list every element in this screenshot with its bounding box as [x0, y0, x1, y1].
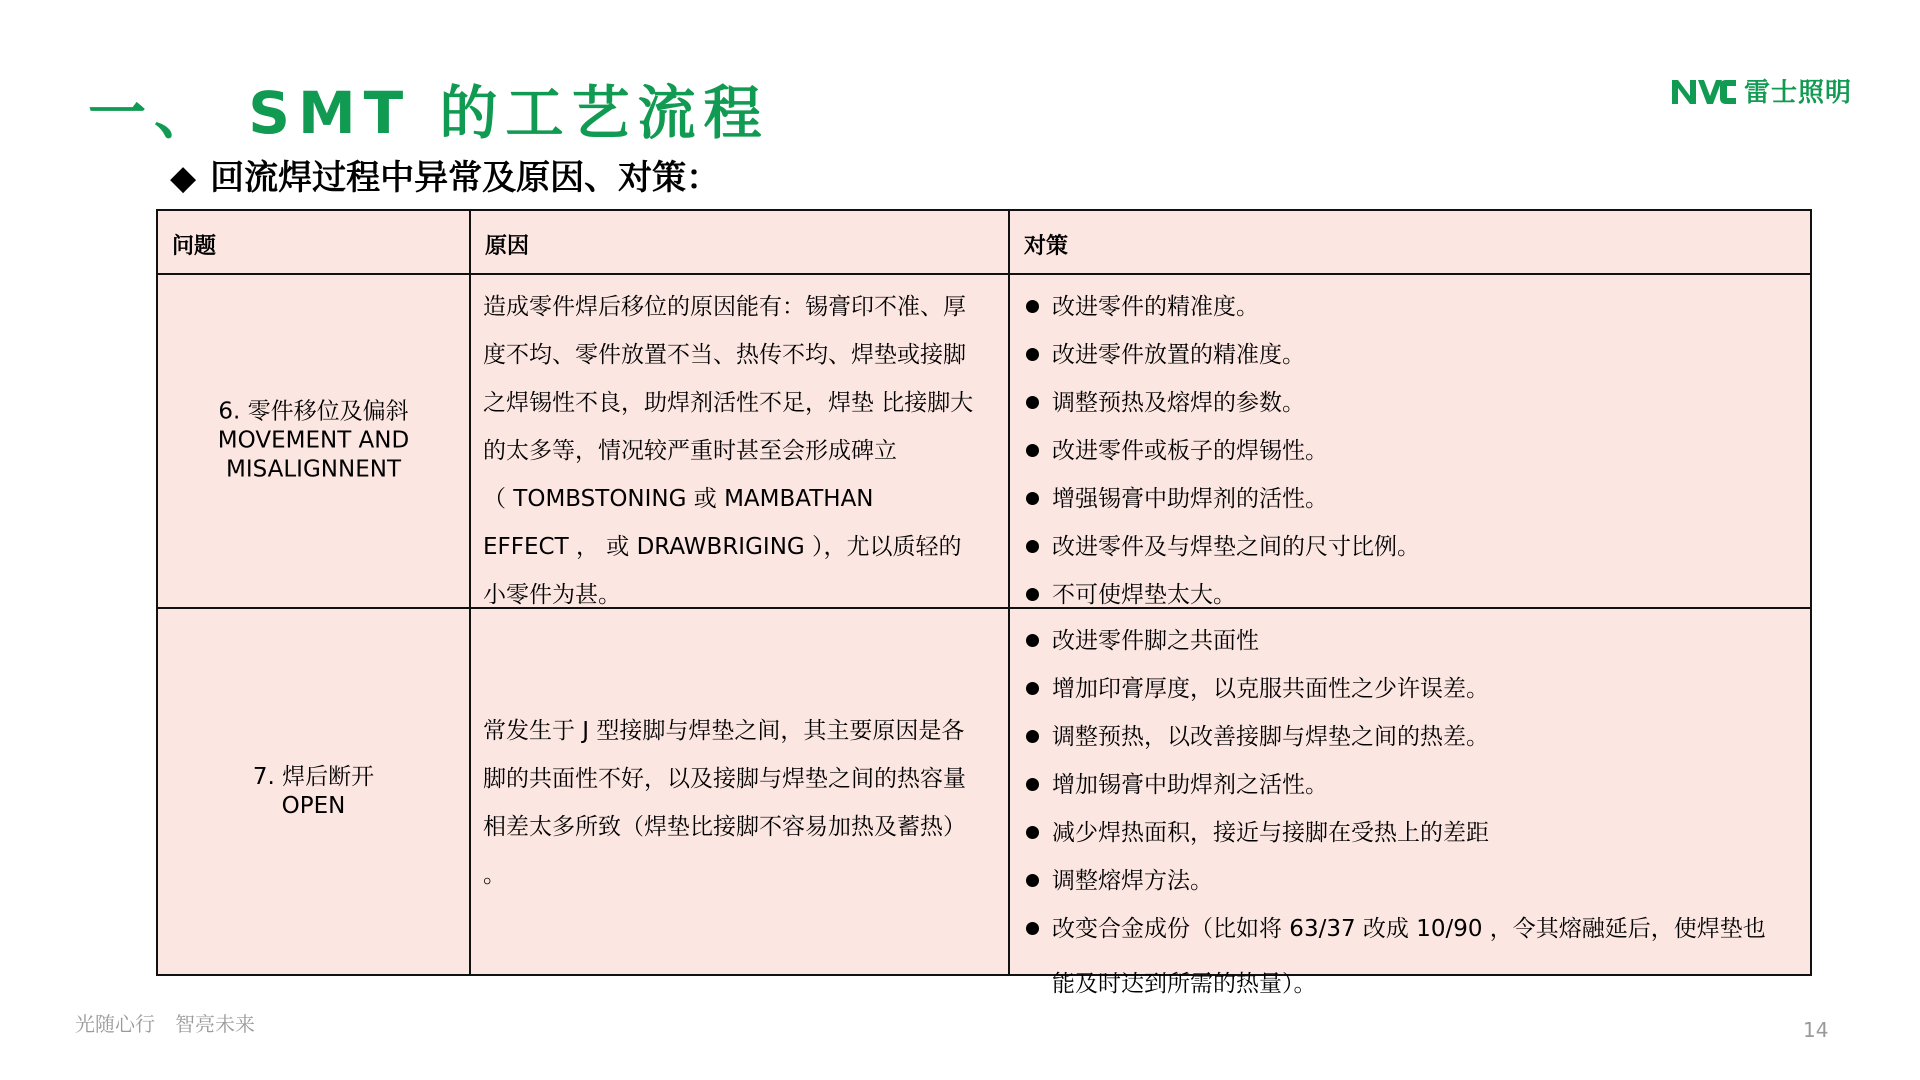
bullet-dot-icon: [1026, 730, 1039, 743]
countermeasure-text: 改进零件脚之共面性: [1052, 628, 1259, 654]
subtitle-text: 回流焊过程中异常及原因、对策：: [210, 158, 721, 198]
cause-cell: [469, 273, 1010, 609]
cause-text: [483, 283, 990, 609]
cause-line: 的太多等，情况较严重时甚至会形成碑立: [483, 438, 897, 464]
issue-line: MOVEMENT AND: [217, 427, 410, 454]
header-countermeasure: 对策: [1024, 234, 1069, 259]
cause-line: 之焊锡性不良，助焊剂活性不足，焊垫 比接脚大: [483, 390, 974, 416]
list-item: [1024, 857, 1796, 905]
cause-line: 造成零件焊后移位的原因能有：锡膏印不准、厚: [483, 294, 966, 320]
countermeasure-text: 改进零件或板子的焊锡性。: [1052, 438, 1328, 464]
list-item: [1024, 905, 1796, 953]
header-issue: 问题: [172, 234, 217, 259]
cause-line: （ TOMBSTONING 或 MAMBATHAN: [483, 486, 874, 512]
issue-text: [158, 398, 469, 485]
countermeasure-text: 改变合金成份（比如将 63/37 改成 10/90 ，令其熔融延后，使焊垫也: [1052, 916, 1766, 942]
issue-line: OPEN: [281, 792, 346, 819]
countermeasure-text: 改进零件放置的精准度。: [1052, 342, 1305, 368]
brand-logo: [1670, 72, 1852, 109]
list-item: [1024, 761, 1796, 809]
bullet-dot-icon: [1026, 922, 1039, 935]
countermeasure-cell: [1008, 273, 1812, 609]
table-header-cell: [469, 209, 1010, 275]
countermeasure-cell: [1008, 607, 1812, 976]
countermeasure-text: 改进零件的精准度。: [1052, 294, 1259, 320]
brand-name: 雷士照明: [1744, 78, 1853, 108]
issue-line: MISALIGNNENT: [225, 456, 401, 483]
countermeasure-text: 调整熔焊方法。: [1052, 868, 1213, 894]
page-title: 一、 SMT 的工艺流程: [88, 79, 770, 147]
list-item: [1024, 523, 1796, 571]
list-item: [1024, 475, 1796, 523]
list-item: [1024, 617, 1796, 665]
section-subtitle: [170, 150, 720, 199]
cause-cell: [469, 607, 1010, 976]
list-item: [1024, 571, 1796, 609]
list-item: [1024, 427, 1796, 475]
issue-cell: [156, 273, 471, 609]
bullet-dot-icon: [1026, 874, 1039, 887]
countermeasure-text: 减少焊热面积，接近与接脚在受热上的差距: [1052, 820, 1489, 846]
bullet-dot-icon: [1026, 444, 1039, 457]
list-item: [1024, 379, 1796, 427]
cause-line: 脚的共面性不好，以及接脚与焊垫之间的热容量: [483, 766, 966, 792]
bullet-dot-icon: [1026, 540, 1039, 553]
list-item: [1024, 809, 1796, 857]
footer-slogan: 光随心行 智亮未来: [75, 1012, 255, 1036]
diamond-bullet-icon: ◆: [170, 158, 197, 198]
page-number: 14: [1803, 1018, 1829, 1042]
bullet-dot-icon: [1026, 778, 1039, 791]
countermeasure-overflow-text: 能及时达到所需的热量）。: [1052, 971, 1317, 997]
nvc-logo-icon: [1670, 76, 1738, 106]
countermeasure-list: [1024, 617, 1796, 953]
list-item: [1024, 331, 1796, 379]
cause-line: 。: [483, 862, 506, 888]
table-header-cell: [156, 209, 471, 275]
issues-table: [156, 209, 1812, 976]
issue-line: 6. 零件移位及偏斜: [218, 398, 409, 425]
countermeasure-text: 改进零件及与焊垫之间的尺寸比例。: [1052, 534, 1420, 560]
list-item: [1024, 665, 1796, 713]
list-item: [1024, 713, 1796, 761]
cause-line: 小零件为甚。: [483, 582, 621, 608]
bullet-dot-icon: [1026, 300, 1039, 313]
issue-line: 7. 焊后断开: [252, 763, 375, 790]
countermeasure-text: 调整预热及熔焊的参数。: [1052, 390, 1305, 416]
cause-line: 相差太多所致（焊垫比接脚不容易加热及蓄热）: [483, 814, 966, 840]
countermeasure-list: [1024, 283, 1796, 609]
bullet-dot-icon: [1026, 682, 1039, 695]
list-item: [1024, 283, 1796, 331]
cause-line: 度不均、零件放置不当、热传不均、焊垫或接脚: [483, 342, 966, 368]
cause-line: 常发生于 J 型接脚与焊垫之间，其主要原因是各: [483, 718, 965, 744]
issue-text: [158, 763, 469, 821]
cause-text: [483, 707, 990, 899]
cause-line: EFFECT ， 或 DRAWBRIGING ），尤以质轻的: [483, 534, 962, 560]
bullet-dot-icon: [1026, 826, 1039, 839]
table-header-cell: [1008, 209, 1812, 275]
countermeasure-text: 不可使焊垫太大。: [1052, 582, 1236, 608]
bullet-dot-icon: [1026, 348, 1039, 361]
bullet-dot-icon: [1026, 588, 1039, 601]
countermeasure-text: 增强锡膏中助焊剂的活性。: [1052, 486, 1328, 512]
bullet-dot-icon: [1026, 396, 1039, 409]
countermeasure-text: 增加锡膏中助焊剂之活性。: [1052, 772, 1328, 798]
bullet-dot-icon: [1026, 492, 1039, 505]
issue-cell: [156, 607, 471, 976]
countermeasure-text: 增加印膏厚度，以克服共面性之少许误差。: [1052, 676, 1489, 702]
bullet-dot-icon: [1026, 634, 1039, 647]
countermeasure-text: 调整预热，以改善接脚与焊垫之间的热差。: [1052, 724, 1489, 750]
header-cause: 原因: [485, 234, 530, 259]
